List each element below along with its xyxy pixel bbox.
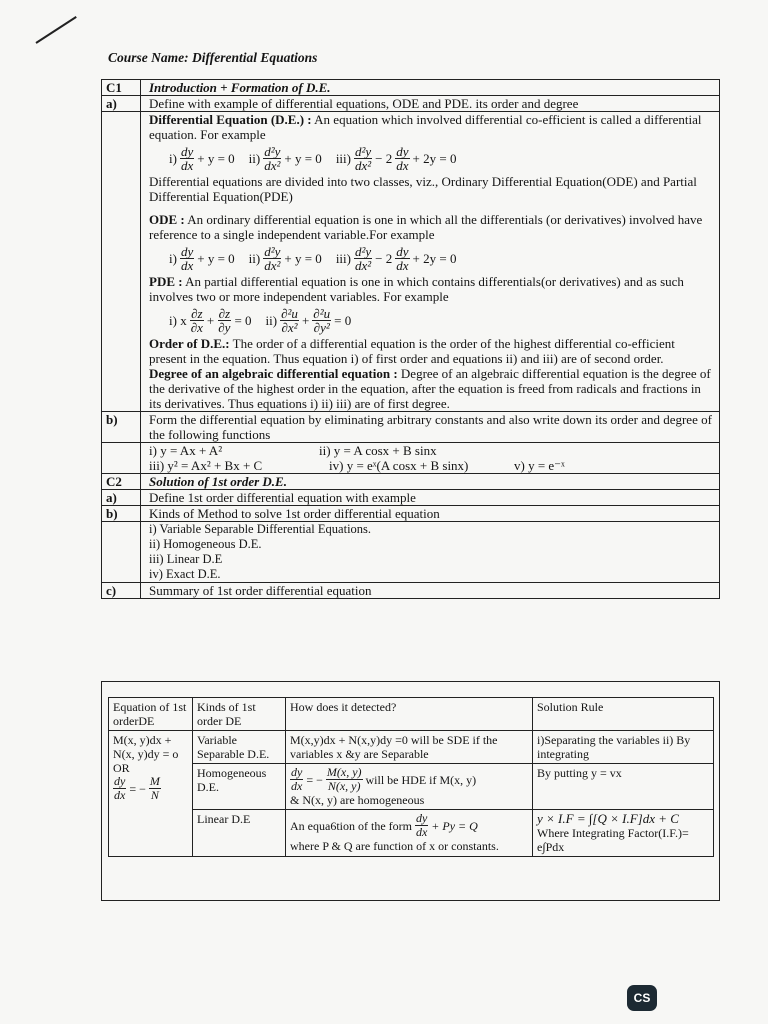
summary-row-separable <box>109 731 714 764</box>
c1b-functions-row <box>102 443 720 474</box>
rule-cell: y × I.F = ∫[Q × I.F]dx + C Where Integrating Factor(I.F.)= e∫Pdx <box>533 810 714 857</box>
order-definition: Order of D.E.: The order of a differential equation is the order of the highest differential co-efficient present in the equation. Thus equation i) of first order and equations ii) and iii) are of second order. <box>149 336 675 366</box>
c1a-answer <box>141 112 720 412</box>
c1a-answer-row <box>102 112 720 412</box>
c1-title: Introduction + Formation of D.E. <box>141 80 720 96</box>
function-iv: iv) y = eˣ(A cosx + B sinx) <box>329 458 469 473</box>
c2a-question: Define 1st order differential equation with example <box>141 490 720 506</box>
c2a-label: a) <box>102 490 141 506</box>
c2b-methods-row <box>102 522 720 583</box>
c2b-row <box>102 506 720 522</box>
function-v: v) y = e⁻ˣ <box>514 458 565 473</box>
c2b-label: b) <box>102 506 141 522</box>
summary-row-homogeneous <box>109 764 714 810</box>
de-examples: i) $\frac{dy}{dx}$ + y = 0 ii) $\frac{\text{d²y}}{\text{dx²}}$ + y = 0 iii) $\frac{\text{d²y}}{\text{dx²}}$ − 2 $\frac{dy}{dx}$ + 2y = 0 <box>169 143 457 173</box>
rule-cell: i)Separating the variables ii) By integrating <box>533 731 714 764</box>
c1a-row <box>102 96 720 112</box>
function-ii: ii) y = A cosx + B sinx <box>319 443 437 458</box>
kind-cell: Variable Separable D.E. <box>193 731 286 764</box>
de-classes: Differential equations are divided into two classes, viz., Ordinary Differential Equation(ODE) and Partial Differential Equation(PDE) <box>149 174 697 204</box>
c2c-row <box>102 583 720 599</box>
summary-header: Equation of 1st orderDE <box>109 698 193 731</box>
c1b-row <box>102 412 720 443</box>
c1b-question: Form the differential equation by eliminating arbitrary constants and also write down its order and degree of the following functions <box>141 412 720 443</box>
summary-row-linear <box>109 810 714 857</box>
equation-cell: M(x, y)dx + N(x, y)dy = o OR $\frac{dy}{dx}$ = − $\frac{M}{N}$ <box>109 731 193 857</box>
method-item: iii) Linear D.E <box>149 552 223 566</box>
c2c-label: c) <box>102 583 141 599</box>
pde-examples: i) x $\frac{\partial z}{\partial x}$ + $\frac{\partial z}{\partial y}$ = 0 ii) $\frac{\text{∂²u}}{\text{∂x²}}$ + $\frac{\text{∂²u}}{\text{∂y²}}$ = 0 <box>169 305 352 335</box>
ode-definition: ODE : An ordinary differential equation is one in which all the differentials (or derivatives) involved have reference to a single independent variable.For example <box>149 212 703 242</box>
summary-table <box>108 697 714 857</box>
c1-label: C1 <box>102 80 141 96</box>
de-definition: Differential Equation (D.E.) : An equation which involved differential co-efficient is called a differential equation. For example <box>149 112 702 142</box>
detect-cell: M(x,y)dx + N(x,y)dy =0 will be SDE if the variables x &y are Separable <box>286 731 533 764</box>
summary-header: How does it detected? <box>286 698 533 731</box>
pde-definition: PDE : An partial differential equation is one in which contains differentials(or derivatives) and as such involves two or more independent variables. For example <box>149 274 684 304</box>
c1-header-row <box>102 80 720 96</box>
rule-cell: By putting y = vx <box>533 764 714 810</box>
c2b-question: Kinds of Method to solve 1st order differential equation <box>141 506 720 522</box>
c1a-question: Define with example of differential equations, ODE and PDE. its order and degree <box>141 96 720 112</box>
function-i: i) y = Ax + A² <box>149 443 223 458</box>
c2-title: Solution of 1st order D.E. <box>141 474 720 490</box>
c1a-label: a) <box>102 96 141 112</box>
kind-cell: Homogeneous D.E. <box>193 764 286 810</box>
question-table <box>101 79 720 599</box>
course-title: Course Name: Differential Equations <box>108 50 318 65</box>
methods-list <box>141 522 720 583</box>
c2-header-row <box>102 474 720 490</box>
c2-label: C2 <box>102 474 141 490</box>
summary-header: Kinds of 1st order DE <box>193 698 286 731</box>
c1b-label: b) <box>102 412 141 443</box>
summary-header-row <box>109 698 714 731</box>
method-item: iv) Exact D.E. <box>149 567 221 581</box>
degree-definition: Degree of an algebraic differential equation : Degree of an algebraic differential equation is the degree of the derivative of the highest order in the equation, after the equation is freed from radicals and fractions in its derivatives. Thus equations i) ii) iii) are of first degree. <box>149 366 711 411</box>
function-list <box>141 443 720 474</box>
detect-cell: An equa6tion of the form $\frac{dy}{dx}$ + Py = Q where P & Q are function of x or constants. <box>286 810 533 857</box>
method-item: ii) Homogeneous D.E. <box>149 537 262 551</box>
c2a-row <box>102 490 720 506</box>
summary-header: Solution Rule <box>533 698 714 731</box>
ode-examples: i) $\frac{dy}{dx}$ + y = 0 ii) $\frac{\text{d²y}}{\text{dx²}}$ + y = 0 iii) $\frac{\text{d²y}}{\text{dx²}}$ − 2 $\frac{dy}{dx}$ + 2y = 0 <box>169 243 457 273</box>
detect-cell: $\frac{dy}{dx}$ = − $\frac{M(x, y)}{N(x, y)}$ will be HDE if M(x, y) & N(x, y) are homogeneous <box>286 764 533 810</box>
kind-cell: Linear D.E <box>193 810 286 857</box>
function-iii: iii) y² = Ax² + Bx + C <box>149 458 263 473</box>
c2c-question: Summary of 1st order differential equation <box>141 583 720 599</box>
pen-mark <box>35 16 76 44</box>
camscanner-logo: CS <box>627 985 657 1011</box>
method-item: i) Variable Separable Differential Equations. <box>149 522 372 536</box>
